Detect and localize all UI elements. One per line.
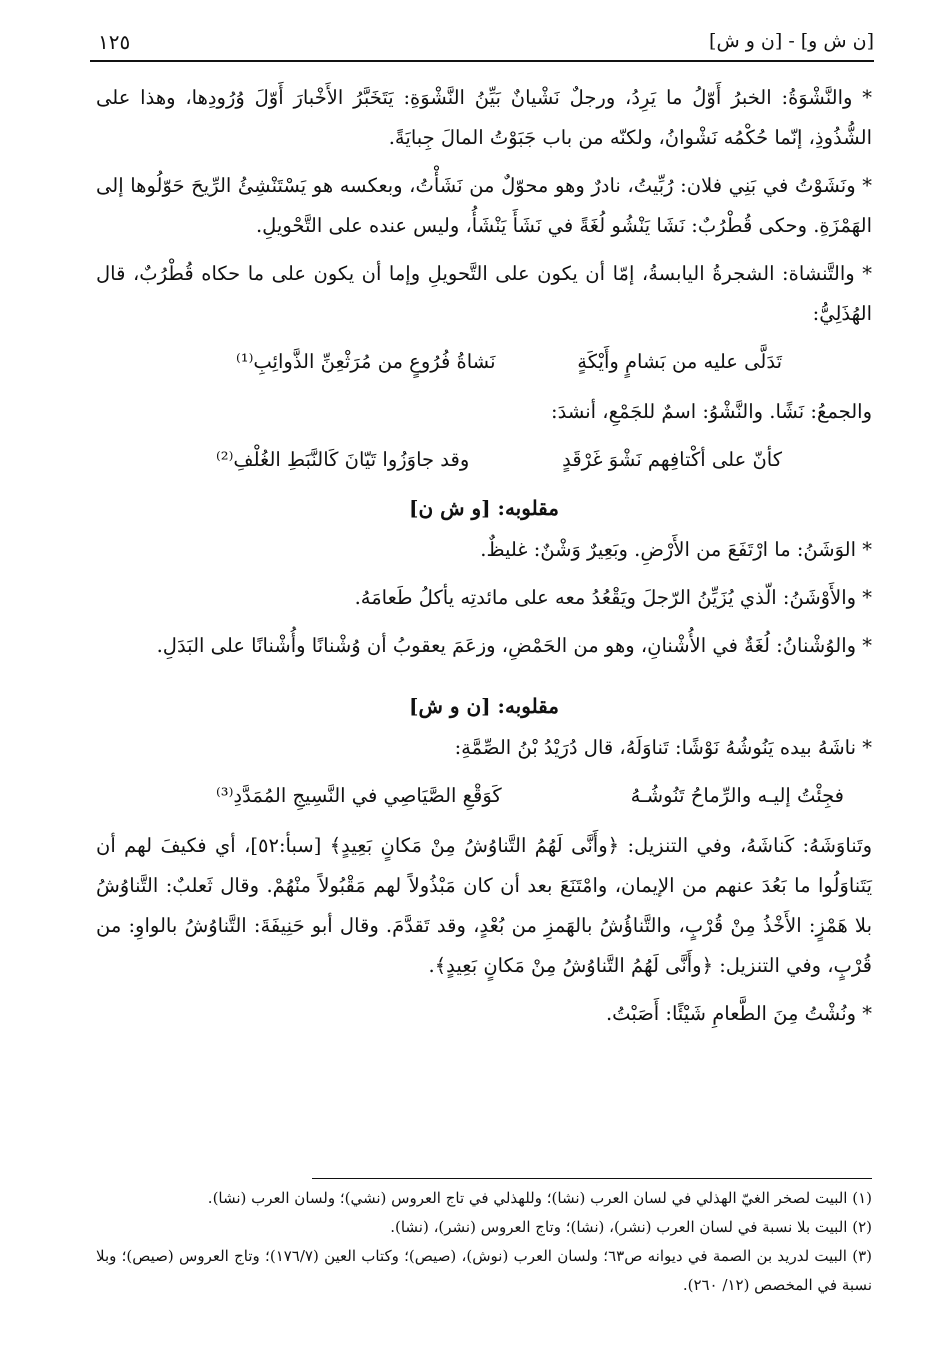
footnote-2: (٢) البيت بلا نسبة في لسان العرب (نشر)، (نشا)؛ وتاج العروس (نشر)، (نشا). (390, 1218, 872, 1236)
page-header (90, 30, 874, 62)
root-range-label: [ن ش و] - [ن و ش] (709, 30, 874, 52)
verse-hudhali (96, 342, 872, 382)
page-body (96, 78, 872, 1042)
entry-tanawushu: وتَناوَشَهُ: كَناشَهُ، وفي التنزيل: ﴿وأَنَّى لَهُمُ التَّناوُشُ مِنْ مَكانٍ بَعِيدٍ﴾ [سبأ:٥٢]، أي فكيفَ لهم أن يَتَناوَلُوا ما بَعُدَ عنهم من الإيمان، وامْتَنَعَ بعد أن كان مَبْذُولاً لهم مَقْبُولاً منْهُمْ. وقال ثَعلبٌ: التَّناوُشُ بلا هَمْزٍ: الأَخْذُ مِنْ قُرْبٍ، والتَّناؤُشُ بالهَمزِ من بُعْدٍ، وقد تَقدَّمَ. وقال أبو حَنِيفَةَ: التَّناوُشُ بالواوِ: من قُرْبٍ، وفي التنزيل: ﴿وأَنَّى لَهُمُ التَّناوُشُ مِنْ مَكانٍ بَعِيدٍ﴾. (96, 834, 872, 977)
entry-nashahu: * ناشَهُ بيده يَنُوشُهُ نَوْشًا: تَناوَلَهُ، قال دُرَيْدُ بْنُ الصِّمَّةِ: (454, 736, 872, 759)
verse-durayd (96, 776, 872, 816)
verse-hemistich-left: كَوَقْعِ الصَّيَاصِي في النَّسِيجِ المُمَدَّدِ⁽³⁾ (216, 784, 502, 807)
entry-nashwa: * والنَّشْوَةُ: الخبرُ أَوّلُ ما يَرِدُ، ورجلٌ نَشْيانٌ بَيِّنُ النَّشْوَةِ: يَتَخَبَّرُ الأَخْبارَ أَوّلَ وُرُودِها، وهذا على الشُّذُوذِ، إنّما حُكْمُه نَشْوانُ، ولكنّه من باب جَبَوْتُ المالَ جِبايَةً. (96, 86, 872, 149)
footnote-1: (١) البيت لصخر الغيّ الهذلي في لسان العرب (نشا)؛ وللهذلي في تاج العروس (نشي)؛ ولسان العرب (نشا). (207, 1189, 872, 1207)
entry-awshan: * والأَوْشَنُ: الّذي يُزَيِّنُ الرّجلَ ويَقْعُدُ معه على مائدتِه يأكلُ طَعامَهُ. (354, 586, 872, 609)
section-heading-wshn: مقلوبه: [و ش ن] (408, 496, 560, 520)
verse-hemistich-right: تَدَلَّى عليه من بَشامٍ وأَيْكَةٍ (577, 350, 782, 373)
verse-hemistich-left: نَشاةُ فُرُوعٍ من مُرَثْعِنِّ الذَّوائِبِ⁽¹⁾ (236, 350, 496, 373)
entry-nashawtu: * ونَشَوْتُ في بَنِي فلان: رُبِّيتُ، نادرٌ وهو محوّلٌ من نَشَأْتُ، وبعكسه هو يَسْتَنْشِئُ الرِّيحَ حَوّلُوها إلى الهَمْزَةِ. وحكى قُطْرُبٌ: نَشَا يَنْشُو لُغَةً في نَشَأَ يَنْشَأُ، وليس عنده على التَّحْويلِ. (96, 174, 872, 237)
footnote-3: (٣) البيت لدريد بن الصمة في ديوانه ص٦٣؛ ولسان العرب (نوش)، (صيص)؛ وكتاب العين (١٧٦/٧)؛ وتاج العروس (صيص)؛ وبلا نسبة في المخصص (١٢/ ٢٦٠). (96, 1247, 872, 1294)
verse-hemistich-left: وقد جاوَزُوا تَيّانَ كَالنَّبَطِ الغُلْفِ⁽²⁾ (216, 448, 470, 471)
entry-washan: * الوَشَنُ: ما ارْتَفَعَ من الأَرْضِ. وبَعِيرٌ وَشْنٌ: غليظٌ. (480, 538, 872, 561)
entry-tanshah: * والتَّنشاة: الشجرةُ اليابسةُ، إمّا أن يكون على التَّحويلِ وإما أن يكون على ما حكاه قُطْرُبٌ، قال الهُذَلِيُّ: (96, 262, 872, 325)
verse-hemistich-right: كأنّ على أكْتافِهم نَشْوَ غَرْقَدٍ (562, 448, 782, 471)
verse-gharqad (96, 440, 872, 480)
entry-wushnan: * والوُشْنانُ: لُغَةٌ في الأُشْنانِ، وهو من الحَمْضِ، وزعَمَ يعقوبُ أن وُشْنانًا وأُشْنانًا على البَدَلِ. (156, 634, 872, 657)
page-number: ١٢٥ (98, 30, 131, 54)
footnotes (96, 1184, 872, 1300)
entry-plural: والجمعُ: نَشًا. والنَّشْوُ: اسمٌ للجَمْعِ، أنشدَ: (551, 400, 872, 423)
entry-nushtu: * ونُشْتُ مِنَ الطَّعامِ شَيْئًا: أَصَبْتُ. (605, 1002, 872, 1025)
section-heading-nwsh: مقلوبه: [ن و ش] (408, 694, 560, 718)
verse-hemistich-right: فجِئْتُ إليـه والرِّماحُ تَنُوشُـهُ (630, 784, 844, 807)
footnote-divider (312, 1178, 872, 1179)
